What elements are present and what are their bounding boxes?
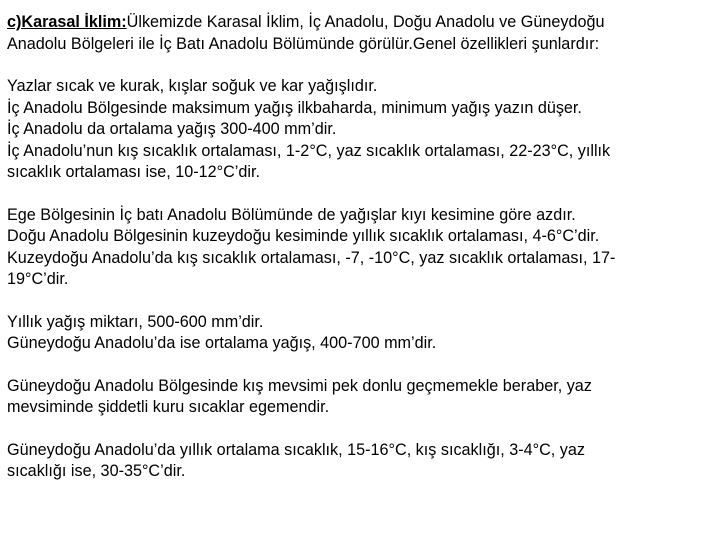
section-heading: c)Karasal İklim:: [7, 13, 127, 31]
paragraph-line: İç Anadolu’nun kış sıcaklık ortalaması, 1-2°C, yaz sıcaklık ortalaması, 22-23°C, yıllık: [7, 141, 611, 160]
intro-line-1-text: Ülkemizde Karasal İklim, İç Anadolu, Doğu Anadolu ve Güneydoğu: [126, 13, 605, 31]
paragraph-line: Kuzeydoğu Anadolu’da kış sıcaklık ortalaması, -7, -10°C, yaz sıcaklık ortalaması, 17-: [7, 248, 616, 267]
climate-paragraph-5: [7, 440, 713, 483]
paragraph-line: Yazlar sıcak ve kurak, kışlar soğuk ve kar yağışlıdır.: [7, 77, 378, 95]
climate-paragraph-1: [7, 76, 713, 184]
paragraph-line: Güneydoğu Anadolu’da yıllık ortalama sıcaklık, 15-16°C, kış sıcaklığı, 3-4°C, yaz: [7, 440, 585, 459]
paragraph-line: Yıllık yağış miktarı, 500-600 mm’dir.: [7, 312, 264, 331]
climate-paragraph-3: [7, 312, 713, 355]
paragraph-line: İç Anadolu da ortalama yağış 300-400 mm’dir.: [7, 120, 337, 138]
paragraph-line: Güneydoğu Anadolu’da ise ortalama yağış, 400-700 mm’dir.: [7, 334, 437, 352]
paragraph-line: mevsiminde şiddetli kuru sıcaklar egemendir.: [7, 398, 330, 416]
climate-paragraph-2: [7, 205, 713, 291]
paragraph-line: sıcaklığı ise, 30-35°C’dir.: [7, 462, 186, 480]
paragraph-line: sıcaklık ortalaması ise, 10-12°C’dir.: [7, 163, 260, 181]
climate-paragraph-4: [7, 376, 713, 419]
document-page: [7, 12, 713, 483]
intro-line-2: Anadolu Bölgeleri ile İç Batı Anadolu Bölümünde görülür.Genel özellikleri şunlardır:: [7, 34, 600, 53]
intro-line-1: [7, 12, 713, 34]
intro-paragraph: [7, 12, 713, 55]
paragraph-line: İç Anadolu Bölgesinde maksimum yağış ilkbaharda, minimum yağış yazın düşer.: [7, 98, 582, 117]
paragraph-line: Doğu Anadolu Bölgesinin kuzeydoğu kesiminde yıllık sıcaklık ortalaması, 4-6°C’dir.: [7, 227, 600, 245]
paragraph-line: 19°C’dir.: [7, 270, 69, 288]
paragraph-line: Ege Bölgesinin İç batı Anadolu Bölümünde de yağışlar kıyı kesimine göre azdır.: [7, 205, 576, 224]
paragraph-line: Güneydoğu Anadolu Bölgesinde kış mevsimi pek donlu geçmemekle beraber, yaz: [7, 376, 592, 395]
